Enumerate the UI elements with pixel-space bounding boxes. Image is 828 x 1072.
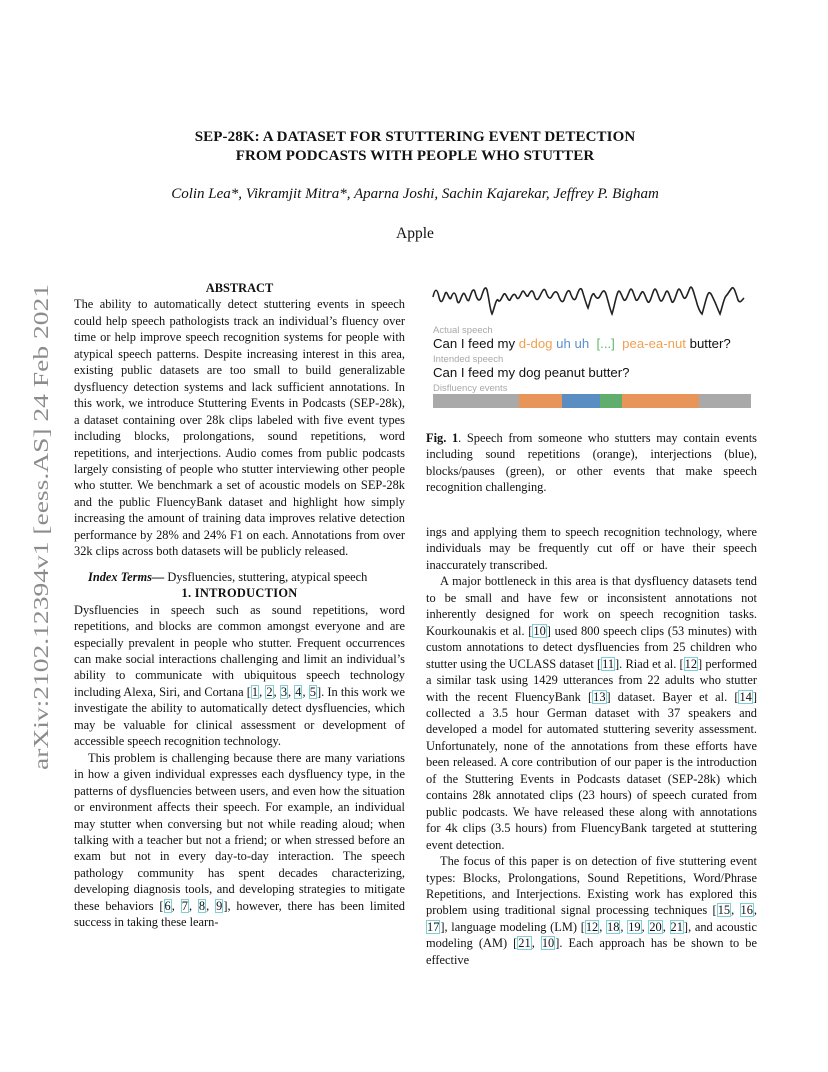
arxiv-stamp [18,282,58,770]
citation-link[interactable]: 5 [309,684,316,699]
intro-p4-text-c: , and acoustic modeling (AM) [426,919,757,951]
citation-link[interactable]: 16 [740,903,753,918]
actual-speech-part: Can I feed my [433,336,519,351]
actual-speech-label: Actual speech [433,325,493,336]
intro-p3-text-d: performed a similar task using 1429 utterances from 22 adults who stutter with the recent FluencyBank [426,656,758,704]
abstract-text: The ability to automatically detect stuttering events in speech could help speech pathologists track an individual’s fluency over time or help improve speech recognition systems for people with atypical speech patterns. Despite increasing interest in this area, existing public datasets are too small to build generalizable dysfluency detection systems and lack sufficient annotations. In this work, we introduce Stuttering Events in Podcasts (SEP-28k), a dataset containing over 28k clips labeled with five event types including blocks, prolongations, sound repetitions, word repetitions, and interjections. Audio comes from public podcasts largely consisting of people who stutter interviewing other people who stutter. We benchmark a set of acoustic models on SEP-28k and the public FluencyBank dataset and highlight how simply increasing the amount of training data improves relative detection performance by 28% and 24% F1 on each. Annotations from over 32k clips across both datasets will be publicly released. [74,297,405,559]
title-line-2: FROM PODCASTS WITH PEOPLE WHO STUTTER [235,148,595,164]
citation-link[interactable]: 8 [198,898,206,913]
event-segment [600,394,622,408]
arxiv-stamp-text: arXiv:2102.12394v1 [eess.AS] 24 Feb 2021 [29,390,53,770]
citation-link[interactable]: 14 [739,689,752,704]
citation-link[interactable]: 13 [593,689,606,704]
waveform-path [433,287,744,314]
citation-link[interactable]: 1 [251,684,259,699]
right-column [426,524,757,968]
intro-p3-text-b: used 800 speech clips (53 minutes) with custom annotations to detect dysfluencies from 25 children who stutter using the UCLASS dataset [426,623,757,671]
intro-p3-text-f: collected a 3.5 hour German dataset with 37 speakers and developed a model for automated stuttering severity assessment. Unfortunately, none of the annotations from these efforts have been released. A core contribution of our paper is the introduction of the Stuttering Events in Podcasts dataset (SEP-28k) which contains 28k annotated clips (23 hours) of speech curated from public podcasts. We have released these along with annotations for 4k clips (3.5 hours) from FluencyBank targeted at stuttering event detection. [426,705,757,852]
actual-speech-sentence [433,336,731,351]
figure-1 [426,280,758,416]
citation-link[interactable]: 18 [607,919,620,934]
intended-speech-sentence: Can I feed my dog peanut butter? [433,365,630,380]
citation-link[interactable]: 3 [280,684,288,699]
intro-paragraph-2-continued: ings and applying them to speech recognition technology, where individuals may be frequently cut off or have their speech inaccurately transcribed. [426,525,757,572]
actual-speech-part: uh uh [556,336,590,351]
citation-link[interactable]: 10 [533,623,546,638]
actual-speech-part: [...] [596,336,615,351]
citation-link[interactable]: 15 [717,903,731,918]
intro-p1-text-b: . In this work we investigate the ability to automatically detect dysfluencies, which may be valuable for clinical assessment or development of accessible speech recognition technology. [74,684,405,749]
index-terms [74,569,405,585]
citation-link[interactable]: 6 [164,898,171,913]
intro-p4-text-d: . Each approach has be shown to be effective [426,936,758,967]
caption-text: . Speech from someone who stutters may contain events including sound repetitions (orange), interjections (blue), blocks/pauses (green), or other events that make speech recognition challenging. [426,431,757,495]
intro-p4-text-a: The focus of this paper is on detection of five stuttering event types: Blocks, Prolongations, Sound Repetitions, Word/Phrase Repetitions, and Interjections. Existing work has explored this problem using traditional signal processing techniques [426,854,757,918]
citation-link[interactable]: 4 [295,684,302,699]
actual-speech-part [589,336,596,351]
citation-link[interactable]: 12 [585,919,599,934]
actual-speech-part: pea-ea-nut [622,336,686,351]
disfluency-events-label: Disfluency events [433,383,508,394]
citation-link[interactable]: 21 [518,936,531,951]
intro-p3-text-a: A major bottleneck in this area is that dysfluency datasets tend to be small and have few or inconsistent annotations not inherently designed for work on speech recognition tasks. Kourkounakis et al. [426,574,757,638]
event-segment [622,394,698,408]
waveform-graphic [426,280,758,320]
title-line-1: SEP-28K: A DATASET FOR STUTTERING EVENT DETECTION [194,129,636,145]
abstract-heading: ABSTRACT [205,281,274,295]
index-terms-text: Dysfluencies, stuttering, atypical speech [164,569,368,584]
citation-link[interactable]: 21 [670,919,683,934]
event-segment [433,394,519,408]
citation-link[interactable]: 17 [427,919,440,934]
citation-link[interactable]: 9 [216,898,223,913]
intro-paragraph-2: This problem is challenging because there are many variations in how a given individual expresses each dysfluency type, in the patterns of dysfluencies between users, and even how the situation or environment affects their speech. For example, an individual may stutter when conversing but not while reading aloud; when talking with a teacher but not a friend; or when stressed before an exam but not in every day-to-day interaction. The speech pathology community has spent decades characterizing, developing diagnosis tools, and developing strategies to mitigate these behaviors [6, 7, 8, 9], however, there has been limited success in taking these learn- [74,750,405,930]
event-segment [562,394,600,408]
author-list: Colin Lea*, Vikramjit Mitra*, Aparna Joshi, Sachin Kajarekar, Jeffrey P. Bigham [171,186,659,202]
intro-paragraph-3: A major bottleneck in this area is that dysfluency datasets tend to be small and have few or inconsistent annotations not inherently designed for work on speech recognition tasks. Kourkounakis et al. [10] used 800 speech clips (53 minutes) with custom annotations to detect dysfluencies from 25 children who stutter using the UCLASS dataset [11]. Riad et al. [12] performed a similar task using 1429 utterances from 22 adults who stutter with the recent FluencyBank [13] dataset. Bayer et al. [14] collected a 3.5 hour German dataset with 37 speakers and developed a model for automated stuttering severity assessment. Unfortunately, none of the annotations from these efforts have been released. A core contribution of our paper is the introduction of the Stuttering Events in Podcasts dataset (SEP-28k) which contains 28k annotated clips (23 hours) of speech curated from public podcasts. We have released these along with annotations for 4k clips (3.5 hours) from FluencyBank targeted at stuttering event detection. [426,574,758,852]
left-column [74,280,405,931]
intro-p3-text-c: . Riad et al. [619,656,680,671]
citation-link[interactable]: 20 [649,919,662,934]
actual-speech-part: d-dog [518,336,553,351]
actual-speech-part: butter? [685,336,731,351]
caption-label: Fig. 1 [426,431,459,445]
citation-link[interactable]: 19 [628,919,641,934]
intro-p3-text-e: dataset. Bayer et al. [610,689,735,704]
disfluency-events-bar [433,394,751,408]
index-terms-label: Index Terms— [88,569,165,584]
figure-1-caption [426,430,757,496]
citation-link[interactable]: 2 [266,684,273,699]
intro-p2-text-b: , however, there has been limited success in taking these learn- [74,898,405,930]
intro-p2-text-a: This problem is challenging because there are many variations in how a given individual expresses each dysfluency type, in the patterns of dysfluencies between users, and even how the situation or environment affects their speech. For example, an individual may stutter when conversing but not while reading aloud; when talking with a teacher but not a friend; or when stressed before an exam but not in every day-to-day interaction. The speech pathology community has spent decades characterizing, developing diagnosis tools, and developing strategies to mitigate these behaviors [74,750,405,913]
intro-paragraph-1: Dysfluencies in speech such as sound repetitions, word repetitions, and blocks are common amongst everyone and are especially prevalent in people who stutter. Frequent occurrences can make social interactions challenging and limit an individual’s ability to communicate with ubiquitous speech technology including Alexa, Siri, and Cortana [1, 2, 3, 4, 5]. In this work we investigate the ability to automatically detect dysfluencies, which may be valuable for clinical assessment or development of accessible speech recognition technology. [74,602,405,749]
intro-p4-text-b: , language modeling (LM) [444,919,581,934]
intended-speech-label: Intended speech [433,354,504,365]
event-segment [699,394,751,408]
citation-link[interactable]: 10 [541,936,555,951]
intro-heading: 1. INTRODUCTION [181,586,298,601]
citation-link[interactable]: 12 [684,656,698,671]
intro-paragraph-4: The focus of this paper is on detection of five stuttering event types: Blocks, Prolongations, Sound Repetitions, Word/Phrase Repetitions, and Interjections. Existing work has explored this problem using traditional signal processing techniques [15, 16, 17], language modeling (LM) [12, 18, 19, 20, 21], and acoustic modeling (AM) [21, 10]. Each approach has be shown to be effective [426,854,758,967]
citation-link[interactable]: 7 [181,898,188,913]
paper-title [120,128,710,166]
affiliation: Apple [396,225,434,242]
intro-p1-text-a: Dysfluencies in speech such as sound repetitions, word repetitions, and blocks are common amongst everyone and are especially prevalent in people who stutter. Frequent occurrences can make social interactions challenging and limit an individual’s ability to communicate with ubiquitous speech technology including Alexa, Siri, and Cortana [74,602,405,699]
citation-link[interactable]: 11 [602,656,615,671]
event-segment [519,394,562,408]
